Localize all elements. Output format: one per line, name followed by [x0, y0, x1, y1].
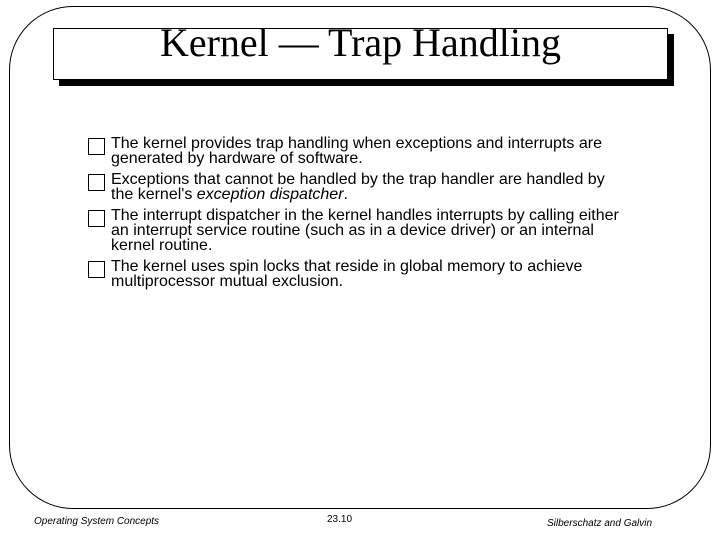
bullet-text-end: .	[343, 186, 348, 203]
footer-authors: Silberschatz and Galvin	[547, 518, 653, 529]
square-bullet-icon	[88, 261, 105, 278]
bullet-item	[88, 259, 628, 289]
bullet-emphasis: exception dispatcher	[196, 186, 344, 203]
bullet-text: The kernel uses spin locks that reside in global memory to achieve multiprocessor mutual exclusion.	[111, 258, 583, 290]
square-bullet-icon	[88, 210, 105, 227]
bullet-item	[88, 136, 628, 166]
bullet-item	[88, 208, 628, 253]
bullet-text: The interrupt dispatcher in the kernel handles interrupts by calling either an interrupt service routine (such as in a device driver) or an internal kernel routine.	[111, 207, 619, 254]
square-bullet-icon	[88, 174, 105, 191]
square-bullet-icon	[88, 138, 105, 155]
bullet-text: Exceptions that cannot be handled by the trap handler are handled by the kernel's	[111, 171, 605, 203]
bullet-item	[88, 172, 628, 202]
title-box	[53, 20, 668, 80]
footer-course: Operating System Concepts	[34, 516, 160, 527]
slide-title: Kernel — Trap Handling	[159, 20, 562, 65]
footer-page-number: 23.10	[327, 514, 353, 525]
bullet-text: The kernel provides trap handling when exceptions and interrupts are generated by hardware of software.	[111, 135, 602, 167]
bullet-list	[88, 136, 628, 295]
